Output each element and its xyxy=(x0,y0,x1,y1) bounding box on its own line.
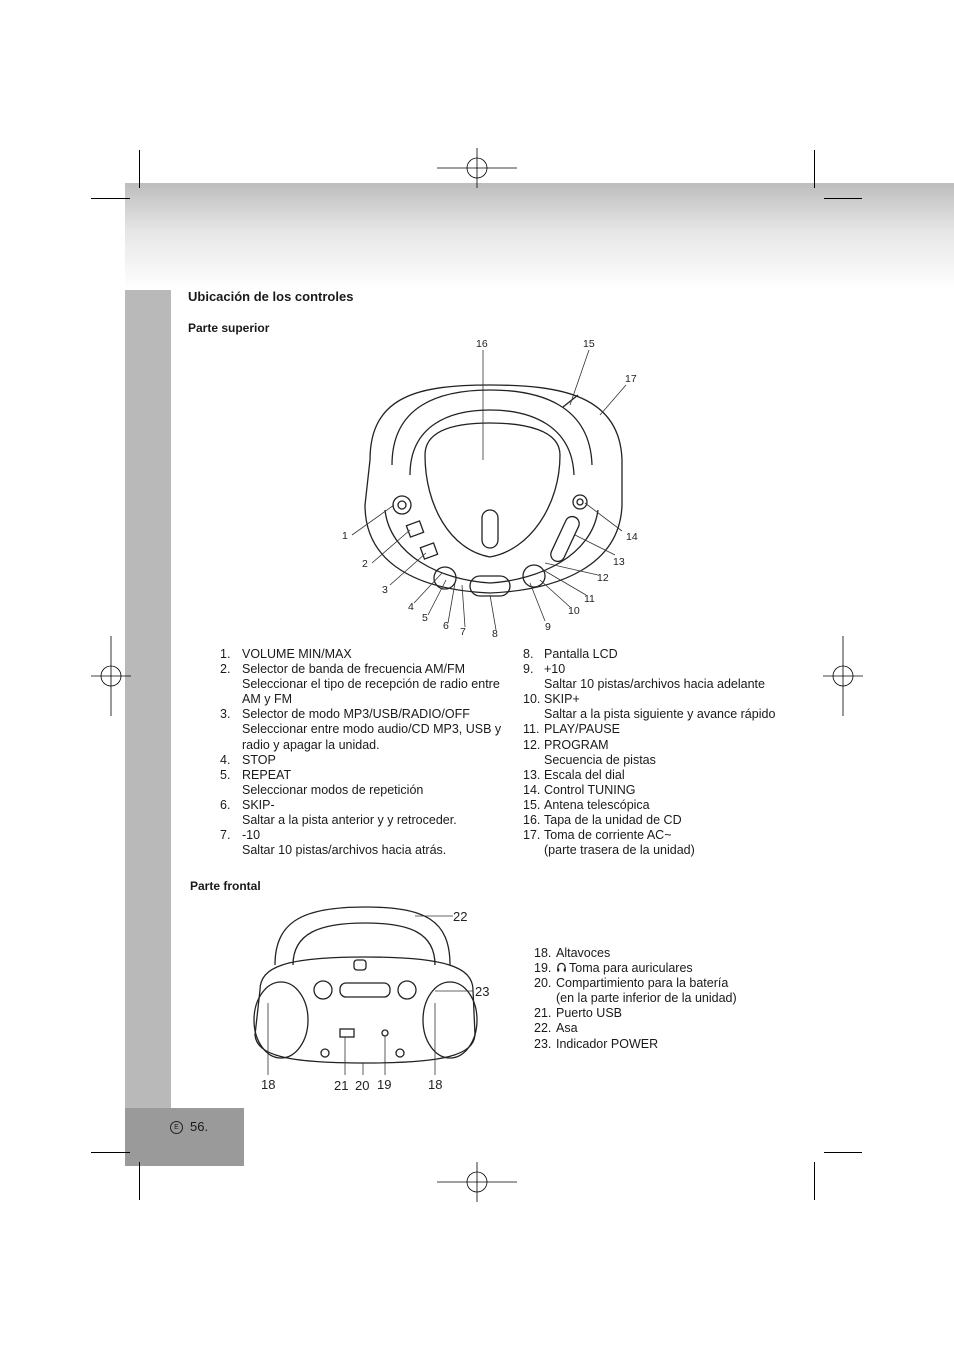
list-item-text: Seleccionar el tipo de recepción de radio entre xyxy=(242,677,500,692)
list-item-text: -10 xyxy=(242,828,261,843)
crop-mark xyxy=(814,1162,815,1200)
list-item-number: 21. xyxy=(534,1006,552,1021)
list-item-number: 10. xyxy=(523,692,541,707)
list-item xyxy=(523,647,803,662)
callout-1: 1 xyxy=(342,530,348,542)
list-item-text: Control TUNING xyxy=(544,782,636,797)
list-item xyxy=(523,798,803,813)
list-item-text: Tapa de la unidad de CD xyxy=(544,813,682,828)
callout-16: 16 xyxy=(476,338,488,350)
lcd-display xyxy=(340,983,390,997)
list-item xyxy=(534,1037,794,1052)
list-item xyxy=(220,768,520,798)
band-selector xyxy=(406,521,423,537)
list-item xyxy=(523,783,803,798)
list-item-text xyxy=(556,961,794,976)
right-button-cluster xyxy=(523,565,545,587)
cd-lid-outline xyxy=(425,423,560,557)
left-button-cluster xyxy=(314,981,332,999)
callout-17: 17 xyxy=(625,373,637,385)
list-item-number: 4. xyxy=(220,752,231,767)
footer-box xyxy=(125,1108,244,1166)
top-view-heading: Parte superior xyxy=(188,321,270,335)
list-item xyxy=(220,707,520,752)
list-item-text: Escala del dial xyxy=(544,767,625,782)
top-controls-list-right xyxy=(523,647,803,858)
unit-body-outline xyxy=(365,385,622,593)
list-item xyxy=(534,1006,794,1021)
list-item-number: 6. xyxy=(220,797,231,812)
foot-right xyxy=(396,1049,404,1057)
list-item-number: 22. xyxy=(534,1021,552,1036)
list-item-text: AM y FM xyxy=(242,692,292,707)
list-item-text: Puerto USB xyxy=(556,1006,623,1021)
list-item-number: 8. xyxy=(523,647,534,661)
list-item-text: Pantalla LCD xyxy=(544,647,618,661)
registration-mark-icon xyxy=(437,1162,517,1202)
callout-6: 6 xyxy=(443,620,449,632)
callout-2: 2 xyxy=(362,558,368,570)
front-view-diagram xyxy=(245,895,505,1095)
list-item xyxy=(220,753,520,768)
usb-port xyxy=(340,1029,354,1037)
callout-15: 15 xyxy=(583,338,595,350)
list-item-text: Saltar 10 pistas/archivos hacia adelante xyxy=(544,677,765,692)
list-item-text: Altavoces xyxy=(556,946,611,960)
list-item-text: Selector de banda de frecuencia AM/FM xyxy=(242,662,466,677)
crop-mark xyxy=(824,1152,862,1153)
list-item-text: (en la parte inferior de la unidad) xyxy=(556,991,737,1006)
list-item-number: 20. xyxy=(534,976,552,991)
callout-7: 7 xyxy=(460,626,466,638)
callout-5: 5 xyxy=(422,612,428,624)
list-item-text: SKIP+ xyxy=(544,692,580,707)
list-item-text: SKIP- xyxy=(242,797,275,812)
list-item-text: Seleccionar entre modo audio/CD MP3, USB y xyxy=(242,722,502,737)
crop-mark xyxy=(91,1152,130,1153)
list-item-text: Secuencia de pistas xyxy=(544,752,656,767)
foot-left xyxy=(321,1049,329,1057)
list-item-text: Indicador POWER xyxy=(556,1036,659,1051)
list-item-number: 9. xyxy=(523,662,534,677)
handle-outline xyxy=(392,390,592,465)
list-item-number: 15. xyxy=(523,797,541,812)
list-item-text: Seleccionar modos de repetición xyxy=(242,782,424,797)
list-item-text: (parte trasera de la unidad) xyxy=(544,843,695,858)
callout-18-right: 18 xyxy=(428,1077,443,1092)
list-item-number: 18. xyxy=(534,946,552,960)
list-item-text: +10 xyxy=(544,662,566,677)
list-item xyxy=(534,976,794,1006)
list-item-number: 11. xyxy=(523,722,540,737)
volume-knob xyxy=(393,496,411,514)
callout-21: 21 xyxy=(334,1078,349,1093)
list-item-text: REPEAT xyxy=(242,767,292,782)
top-view-diagram xyxy=(330,335,650,645)
callout-13: 13 xyxy=(613,556,625,568)
list-item-text: radio y apagar la unidad. xyxy=(242,737,380,752)
list-item xyxy=(523,828,803,858)
list-item-label: Toma para auriculares xyxy=(569,961,693,976)
callout-19: 19 xyxy=(377,1077,392,1092)
callout-9: 9 xyxy=(545,621,551,633)
list-item-number: 2. xyxy=(220,662,231,677)
callout-11: 11 xyxy=(584,593,595,605)
list-item-number: 3. xyxy=(220,707,231,722)
registration-mark-icon xyxy=(823,636,863,716)
list-item xyxy=(523,662,803,692)
callout-14: 14 xyxy=(626,531,638,543)
list-item-text: VOLUME MIN/MAX xyxy=(242,647,352,661)
list-item xyxy=(523,692,803,722)
crop-mark xyxy=(824,198,862,199)
cd-lid-latch xyxy=(354,960,366,970)
list-item xyxy=(523,768,803,783)
headphone-jack xyxy=(382,1030,388,1036)
left-speaker xyxy=(254,982,308,1058)
crop-mark xyxy=(139,1162,140,1200)
front-view-heading: Parte frontal xyxy=(190,879,261,893)
callout-12: 12 xyxy=(597,572,609,584)
callout-20: 20 xyxy=(355,1078,370,1093)
list-item-text: STOP xyxy=(242,752,276,767)
tuning-knob-center xyxy=(577,499,583,505)
callout-8: 8 xyxy=(492,628,498,640)
cd-lid-latch xyxy=(482,510,498,548)
list-item-number: 13. xyxy=(523,767,541,782)
headphone-icon xyxy=(556,962,567,973)
list-item-number: 12. xyxy=(523,737,541,752)
list-item-text: Compartimiento para la batería xyxy=(556,976,729,991)
crop-mark xyxy=(91,198,130,199)
header-band xyxy=(125,183,954,290)
language-badge: E xyxy=(170,1121,183,1134)
list-item xyxy=(220,798,520,828)
list-item xyxy=(523,813,803,828)
list-item-number: 5. xyxy=(220,767,231,782)
list-item-number: 16. xyxy=(523,813,541,828)
callout-18-left: 18 xyxy=(261,1077,276,1092)
page-number: 56. xyxy=(190,1119,209,1134)
list-item xyxy=(523,722,803,737)
front-controls-list xyxy=(534,946,794,1052)
list-item-text: Saltar a la pista siguiente y avance rápido xyxy=(544,707,776,722)
list-item-text: Saltar 10 pistas/archivos hacia atrás. xyxy=(242,843,447,858)
unit-body-outline xyxy=(255,957,475,1063)
list-item-text: PROGRAM xyxy=(544,737,609,752)
side-band xyxy=(125,290,171,1108)
registration-mark-icon xyxy=(91,636,131,716)
mode-selector xyxy=(420,543,437,559)
list-item xyxy=(534,1021,794,1036)
list-item-text: Selector de modo MP3/USB/RADIO/OFF xyxy=(242,707,470,722)
crop-mark xyxy=(139,150,140,188)
list-item-text: Saltar a la pista anterior y y retroceder. xyxy=(242,813,457,828)
list-item-number: 1. xyxy=(220,647,231,661)
list-item xyxy=(220,647,520,662)
dial-scale xyxy=(549,514,582,563)
list-item xyxy=(523,738,803,768)
list-item-number: 19. xyxy=(534,961,552,976)
callout-22: 22 xyxy=(453,909,468,924)
list-item-number: 23. xyxy=(534,1036,552,1051)
list-item-text: PLAY/PAUSE xyxy=(544,722,620,737)
registration-mark-icon xyxy=(437,148,517,188)
list-item xyxy=(220,662,520,707)
top-controls-list-left xyxy=(220,647,520,858)
callout-10: 10 xyxy=(568,605,580,617)
list-item xyxy=(534,961,794,976)
list-item-text: Antena telescópica xyxy=(544,797,650,812)
tuning-knob xyxy=(573,495,587,509)
list-item-number: 7. xyxy=(220,828,231,843)
callout-3: 3 xyxy=(382,584,388,596)
right-button-cluster xyxy=(398,981,416,999)
volume-knob-center xyxy=(398,501,406,509)
antenna xyxy=(563,395,578,407)
callout-4: 4 xyxy=(408,601,414,613)
right-speaker xyxy=(423,982,477,1058)
list-item-number: 14. xyxy=(523,782,541,797)
list-item xyxy=(534,946,794,961)
list-item-text: Toma de corriente AC~ xyxy=(544,828,672,843)
handle-inner-outline xyxy=(410,410,574,475)
crop-mark xyxy=(814,150,815,188)
list-item-text: Asa xyxy=(556,1021,578,1036)
callout-23: 23 xyxy=(475,984,490,999)
list-item xyxy=(220,828,520,858)
list-item-number: 17. xyxy=(523,828,541,843)
section-title: Ubicación de los controles xyxy=(188,289,354,304)
